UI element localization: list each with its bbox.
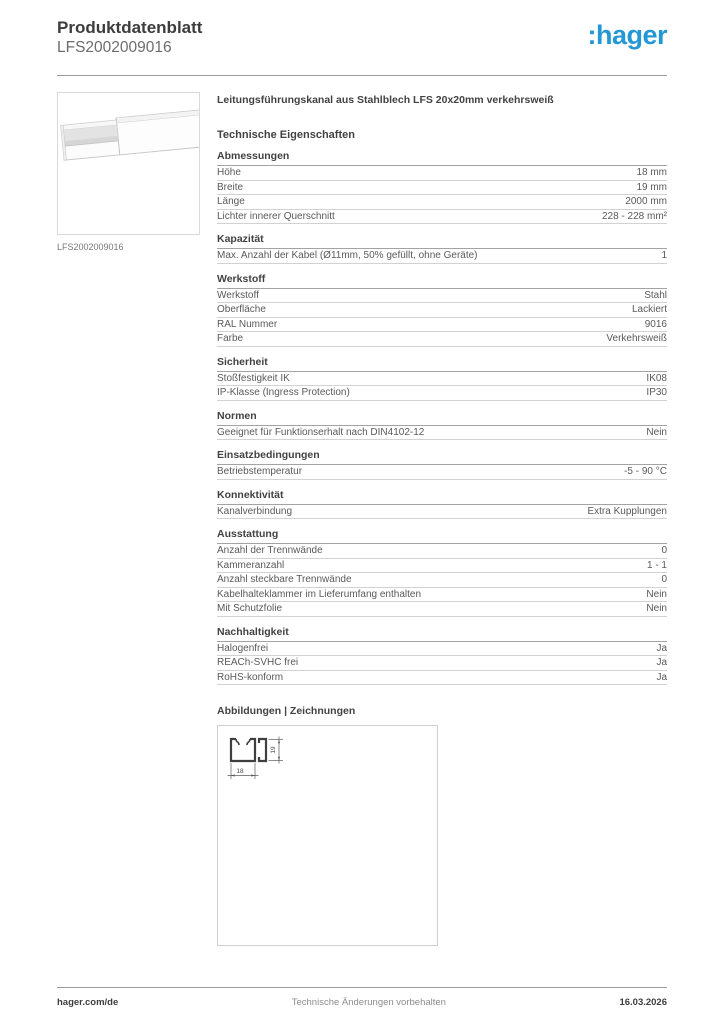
spec-value: Ja [656,671,667,683]
section-nachhaltigkeit [217,627,667,686]
technical-properties-heading: Technische Eigenschaften [217,129,355,141]
section-einsatzbedingungen [217,450,667,480]
section-werkstoff [217,274,667,347]
section-title: Normen [217,411,667,426]
drawings-heading: Abbildungen | Zeichnungen [217,705,356,717]
spec-row [217,505,667,520]
content-area [57,92,667,946]
spec-value: 0 [661,574,667,585]
spec-row [217,465,667,480]
spec-value: Nein [646,426,667,438]
document-title: Produktdatenblatt [57,18,203,37]
section-abmessungen [217,151,667,224]
spec-row [217,544,667,559]
spec-row [217,588,667,603]
spec-label: Max. Anzahl der Kabel (Ø11mm, 50% gefüllt, ohne Geräte) [217,250,478,261]
spec-row [217,166,667,181]
spec-row [217,602,667,617]
spec-label: Werkstoff [217,289,259,301]
spec-row [217,386,667,401]
header-divider [57,75,667,76]
spec-row [217,372,667,387]
spec-label: Breite [217,181,244,193]
spec-label: RoHS-konform [217,671,284,683]
section-kapazitaet [217,234,667,264]
spec-label: Anzahl der Trennwände [217,545,323,556]
spec-row [217,195,667,210]
product-reference: LFS2002009016 [57,39,172,56]
section-sicherheit [217,357,667,401]
spec-row [217,642,667,657]
spec-row [217,656,667,671]
spec-value: 18 mm [636,167,667,178]
spec-value: 1 [661,250,667,261]
spec-value: IK08 [646,372,667,384]
spec-label: Oberfläche [217,304,266,315]
spec-value: 1 - 1 [646,559,667,571]
footer-website: hager.com/de [57,997,119,1008]
spec-value: Lackiert [631,304,667,315]
spec-value: 0 [661,545,667,556]
section-title: Einsatzbedingungen [217,450,667,465]
spec-label: Geeignet für Funktionserhalt nach DIN4102-12 [217,426,425,438]
section-title: Nachhaltigkeit [217,627,667,642]
drawing-frame [217,725,438,946]
product-title: Leitungsführungskanal aus Stahlblech LFS 20x20mm verkehrsweiß [217,94,554,106]
spec-value: Ja [656,642,667,654]
section-title: Abmessungen [217,151,667,166]
spec-row [217,249,667,264]
spec-value: Extra Kupplungen [587,505,667,517]
spec-label: Stoßfestigkeit IK [217,372,290,384]
footer-disclaimer: Technische Änderungen vorbehalten [291,997,446,1008]
spec-row [217,573,667,588]
spec-row [217,303,667,318]
section-title: Ausstattung [217,529,667,544]
section-title: Werkstoff [217,274,667,289]
product-image [58,93,199,234]
spec-value: 9016 [644,318,667,330]
spec-label: IP-Klasse (Ingress Protection) [217,387,350,398]
hager-logo: :hager [587,20,667,50]
spec-row [217,671,667,686]
section-title: Konnektivität [217,490,667,505]
specs-column [217,92,667,946]
spec-row [217,181,667,196]
spec-label: Betriebstemperatur [217,466,303,477]
spec-row [217,559,667,574]
height-dimension-label: 19 [270,746,277,754]
spec-label: Länge [217,196,245,207]
spec-label: REACh-SVHC frei [217,657,299,668]
page-header [57,17,667,57]
spec-row [217,332,667,347]
spec-row [217,210,667,225]
spec-row [217,426,667,441]
spec-label: Farbe [217,333,244,344]
spec-value: IP30 [646,387,667,398]
width-dimension-label: 18 [236,768,244,775]
section-konnektivitaet [217,490,667,520]
spec-value: Nein [646,588,667,600]
section-title: Kapazität [217,234,667,249]
image-column [57,92,201,946]
spec-value: Ja [656,657,667,668]
spec-label: Anzahl steckbare Trennwände [217,574,352,585]
spec-label: Mit Schutzfolie [217,603,283,614]
cross-section-drawing [225,733,335,808]
product-image-frame [57,92,200,235]
spec-label: Halogenfrei [217,642,269,654]
spec-value: 2000 mm [625,196,667,207]
product-image-caption: LFS2002009016 [57,242,124,252]
spec-value: 19 mm [636,181,667,193]
footer-date: 16.03.2026 [619,997,667,1008]
spec-label: Kanalverbindung [217,505,293,517]
spec-row [217,318,667,333]
spec-value: Stahl [644,289,667,301]
page-footer [57,987,667,1008]
spec-value: -5 - 90 °C [624,466,667,477]
spec-value: 228 - 228 mm² [601,210,667,222]
section-ausstattung [217,529,667,617]
spec-label: RAL Nummer [217,318,278,330]
spec-value: Nein [646,603,667,614]
spec-label: Kammeranzahl [217,559,285,571]
spec-value: Verkehrsweiß [606,333,667,344]
spec-label: Kabelhalteklammer im Lieferumfang enthalten [217,588,421,600]
section-normen [217,411,667,441]
spec-row [217,289,667,304]
header-titles [57,17,202,57]
spec-label: Höhe [217,167,241,178]
spec-label: Lichter innerer Querschnitt [217,210,335,222]
section-title: Sicherheit [217,357,667,372]
